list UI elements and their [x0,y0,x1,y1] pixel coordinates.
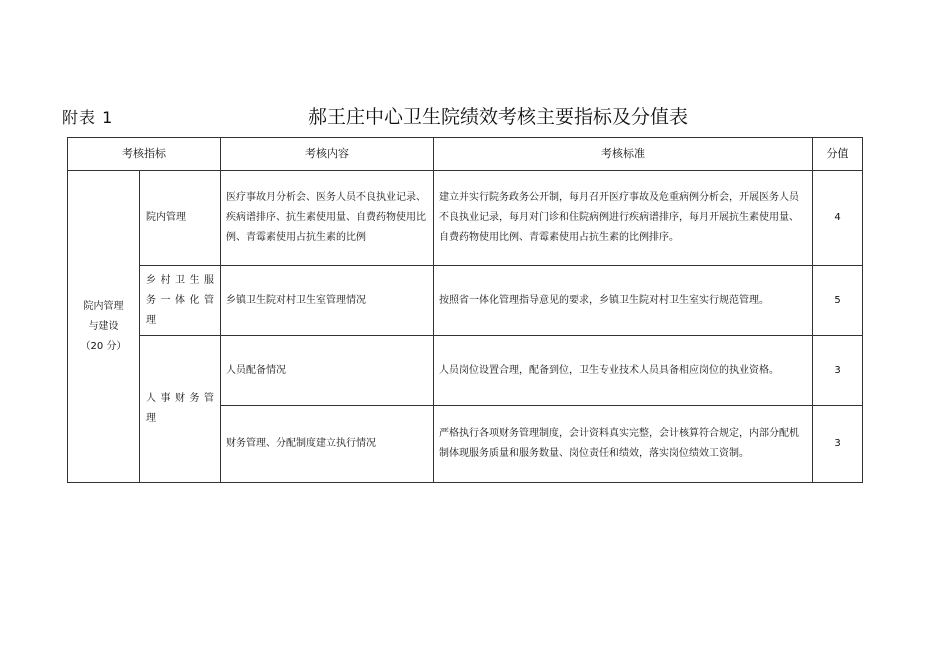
header-content: 考核内容 [221,138,434,171]
category-cell [68,171,140,483]
score-cell: 3 [813,406,863,483]
sub-indicator: 院内管理 [140,171,221,266]
content-cell: 乡镇卫生院对村卫生室管理情况 [221,266,434,336]
page-title: 郝王庄中心卫生院绩效考核主要指标及分值表 [308,106,689,128]
header-score: 分值 [813,138,863,171]
standard-cell: 严格执行各项财务管理制度，会计资料真实完整，会计核算符合规定，内部分配机制体现服务质量和服务数量、岗位责任和绩效，落实岗位绩效工资制。 [434,406,813,483]
sub-indicator-line: 乡村卫生服 [146,274,214,286]
sub-indicator-line: 理 [146,314,156,326]
score-cell: 4 [813,171,863,266]
standard-cell: 按照省一体化管理指导意见的要求，乡镇卫生院对村卫生室实行规范管理。 [434,266,813,336]
sub-indicator-line: 理 [146,413,156,424]
content-cell: 财务管理、分配制度建立执行情况 [221,406,434,483]
sub-indicator [140,266,221,336]
category-line: 院内管理 [83,300,124,312]
sub-indicator-line: 人事财务管 [146,393,214,404]
standard-cell: 建立并实行院务政务公开制，每月召开医疗事故及危重病例分析会，开展医务人员不良执业记录，每月对门诊和住院病例进行疾病谱排序，每月开展抗生素使用量、自费药物使用比例、青霉素使用占抗生素的比例排序。 [434,171,813,266]
table-header-row [68,138,863,171]
category-score: （20 分） [80,340,127,352]
content-cell: 医疗事故月分析会、医务人员不良执业记录、疾病谱排序、抗生素使用量、自费药物使用比例、青霉素使用占抗生素的比例 [221,171,434,266]
content-cell: 人员配备情况 [221,336,434,406]
category-line: 与建设 [88,320,119,332]
standard-cell: 人员岗位设置合理，配备到位，卫生专业技术人员具备相应岗位的执业资格。 [434,336,813,406]
header-standard: 考核标准 [434,138,813,171]
table-row [68,336,863,406]
score-cell: 3 [813,336,863,406]
header-indicator: 考核指标 [68,138,221,171]
table-row [68,171,863,266]
score-cell: 5 [813,266,863,336]
sub-indicator-line: 务一体化管 [146,294,214,306]
assessment-table [67,137,863,483]
sub-indicator [140,336,221,483]
table-row [68,266,863,336]
annex-label: 附表 1 [62,108,114,127]
